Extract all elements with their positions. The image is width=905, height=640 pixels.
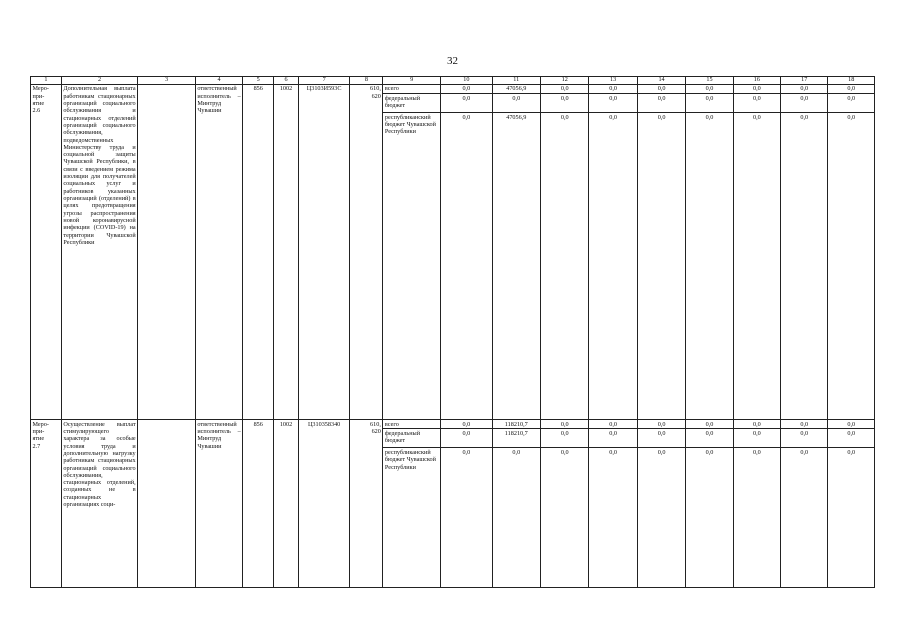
executor-cell: ответственный исполнитель – Минтруд Чувашии xyxy=(195,420,242,588)
funding-value: 0,0 xyxy=(589,429,637,448)
funding-value: 0,0 xyxy=(492,94,540,113)
table-row xyxy=(31,420,875,429)
column-header-17: 17 xyxy=(781,77,828,85)
funding-source-label: федеральный бюджет xyxy=(383,94,441,113)
funding-value: 118210,7 xyxy=(492,429,540,448)
funding-value: 0,0 xyxy=(441,113,493,420)
funding-value: 0,0 xyxy=(492,448,540,588)
funding-value: 0,0 xyxy=(541,448,589,588)
funding-source-label: республиканский бюджет Чувашской Республики xyxy=(383,448,441,588)
page-number: 32 xyxy=(447,55,458,67)
funding-value: 0,0 xyxy=(828,113,875,420)
funding-value: 0,0 xyxy=(781,420,828,429)
column-header-15: 15 xyxy=(686,77,733,85)
column-header-2: 2 xyxy=(61,77,137,85)
funding-value: 0,0 xyxy=(637,94,685,113)
column-header-7: 7 xyxy=(298,77,350,85)
funding-value: 0,0 xyxy=(441,420,493,429)
funding-value: 0,0 xyxy=(589,113,637,420)
measure-name: Осуществление выплат стимулирующего характера за особые условия труда и дополнительную нагрузку работникам стационарных организаций социального обслуживания, стационарных отделений, созданных не в стационарных организациях соци- xyxy=(61,420,137,588)
funding-value: 0,0 xyxy=(637,84,685,93)
column-header-6: 6 xyxy=(274,77,299,85)
funding-value: 0,0 xyxy=(441,448,493,588)
column-header-14: 14 xyxy=(637,77,685,85)
column-header-9: 9 xyxy=(383,77,441,85)
funding-value: 0,0 xyxy=(541,420,589,429)
measure-id: Меро- при- ятие 2.7 xyxy=(31,420,62,588)
funding-value: 0,0 xyxy=(589,448,637,588)
funding-value: 0,0 xyxy=(733,113,780,420)
funding-value: 47056,9 xyxy=(492,113,540,420)
column-header-5: 5 xyxy=(243,77,274,85)
funding-value: 0,0 xyxy=(733,84,780,93)
funding-value: 0,0 xyxy=(828,429,875,448)
funding-value: 0,0 xyxy=(781,448,828,588)
participant-cell xyxy=(138,420,196,588)
funding-value: 0,0 xyxy=(637,429,685,448)
funding-value: 0,0 xyxy=(686,429,733,448)
column-header-18: 18 xyxy=(828,77,875,85)
funding-value: 0,0 xyxy=(828,420,875,429)
vr-code: 610, 620 xyxy=(350,420,383,588)
grbs-code: 856 xyxy=(243,420,274,588)
funding-value: 0,0 xyxy=(686,84,733,93)
funding-value: 0,0 xyxy=(781,84,828,93)
column-header-16: 16 xyxy=(733,77,780,85)
header-row xyxy=(31,77,875,85)
funding-value: 0,0 xyxy=(686,113,733,420)
funding-source-label: всего xyxy=(383,420,441,429)
column-header-12: 12 xyxy=(541,77,589,85)
funding-value: 0,0 xyxy=(541,113,589,420)
column-header-13: 13 xyxy=(589,77,637,85)
funding-value: 0,0 xyxy=(541,94,589,113)
funding-value: 0,0 xyxy=(541,84,589,93)
column-header-1: 1 xyxy=(31,77,62,85)
funding-value: 47056,9 xyxy=(492,84,540,93)
rzpr-code: 1002 xyxy=(274,84,299,419)
funding-value: 0,0 xyxy=(637,420,685,429)
funding-value: 0,0 xyxy=(589,84,637,93)
table-row xyxy=(31,84,875,93)
column-header-8: 8 xyxy=(350,77,383,85)
funding-value: 0,0 xyxy=(828,84,875,93)
rzpr-code: 1002 xyxy=(274,420,299,588)
funding-value: 0,0 xyxy=(541,429,589,448)
column-header-4: 4 xyxy=(195,77,242,85)
funding-value: 0,0 xyxy=(637,448,685,588)
funding-value: 0,0 xyxy=(733,429,780,448)
funding-value: 0,0 xyxy=(441,84,493,93)
csr-code: Ц310358340 xyxy=(298,420,350,588)
funding-value: 0,0 xyxy=(441,429,493,448)
funding-value: 0,0 xyxy=(781,429,828,448)
csr-code: Ц3103И593С xyxy=(298,84,350,419)
funding-value: 0,0 xyxy=(686,94,733,113)
funding-source-label: федеральный бюджет xyxy=(383,429,441,448)
participant-cell xyxy=(138,84,196,419)
funding-source-label: всего xyxy=(383,84,441,93)
funding-value: 0,0 xyxy=(733,420,780,429)
budget-table xyxy=(30,76,875,588)
measure-id: Меро- при- ятие 2.6 xyxy=(31,84,62,419)
funding-source-label: республиканский бюджет Чувашской Республики xyxy=(383,113,441,420)
funding-value: 0,0 xyxy=(781,94,828,113)
funding-value: 0,0 xyxy=(828,448,875,588)
executor-cell: ответственный исполнитель – Минтруд Чувашии xyxy=(195,84,242,419)
column-header-3: 3 xyxy=(138,77,196,85)
funding-value: 0,0 xyxy=(637,113,685,420)
funding-value: 0,0 xyxy=(686,448,733,588)
vr-code: 610, 620 xyxy=(350,84,383,419)
funding-value: 0,0 xyxy=(589,420,637,429)
grbs-code: 856 xyxy=(243,84,274,419)
funding-value: 0,0 xyxy=(589,94,637,113)
funding-value: 0,0 xyxy=(828,94,875,113)
measure-name: Дополнительная выплата работникам стационарных организаций социального обслуживания и стационарных отделений организаций социального обслуживания, подведомственных Министерству труда и социальной защиты Чувашской Республики, в связи с введением режима изоляции для получателей социальных услуг и работников указанных организаций (отделений) в целях предотвращения угрозы распространения новой коронавирусной инфекции (COVID-19) на территории Чувашской Республики xyxy=(61,84,137,419)
funding-value: 0,0 xyxy=(733,94,780,113)
funding-value: 0,0 xyxy=(781,113,828,420)
funding-value: 0,0 xyxy=(733,448,780,588)
funding-value: 0,0 xyxy=(686,420,733,429)
column-header-11: 11 xyxy=(492,77,540,85)
funding-value: 0,0 xyxy=(441,94,493,113)
column-header-10: 10 xyxy=(441,77,493,85)
funding-value: 118210,7 xyxy=(492,420,540,429)
